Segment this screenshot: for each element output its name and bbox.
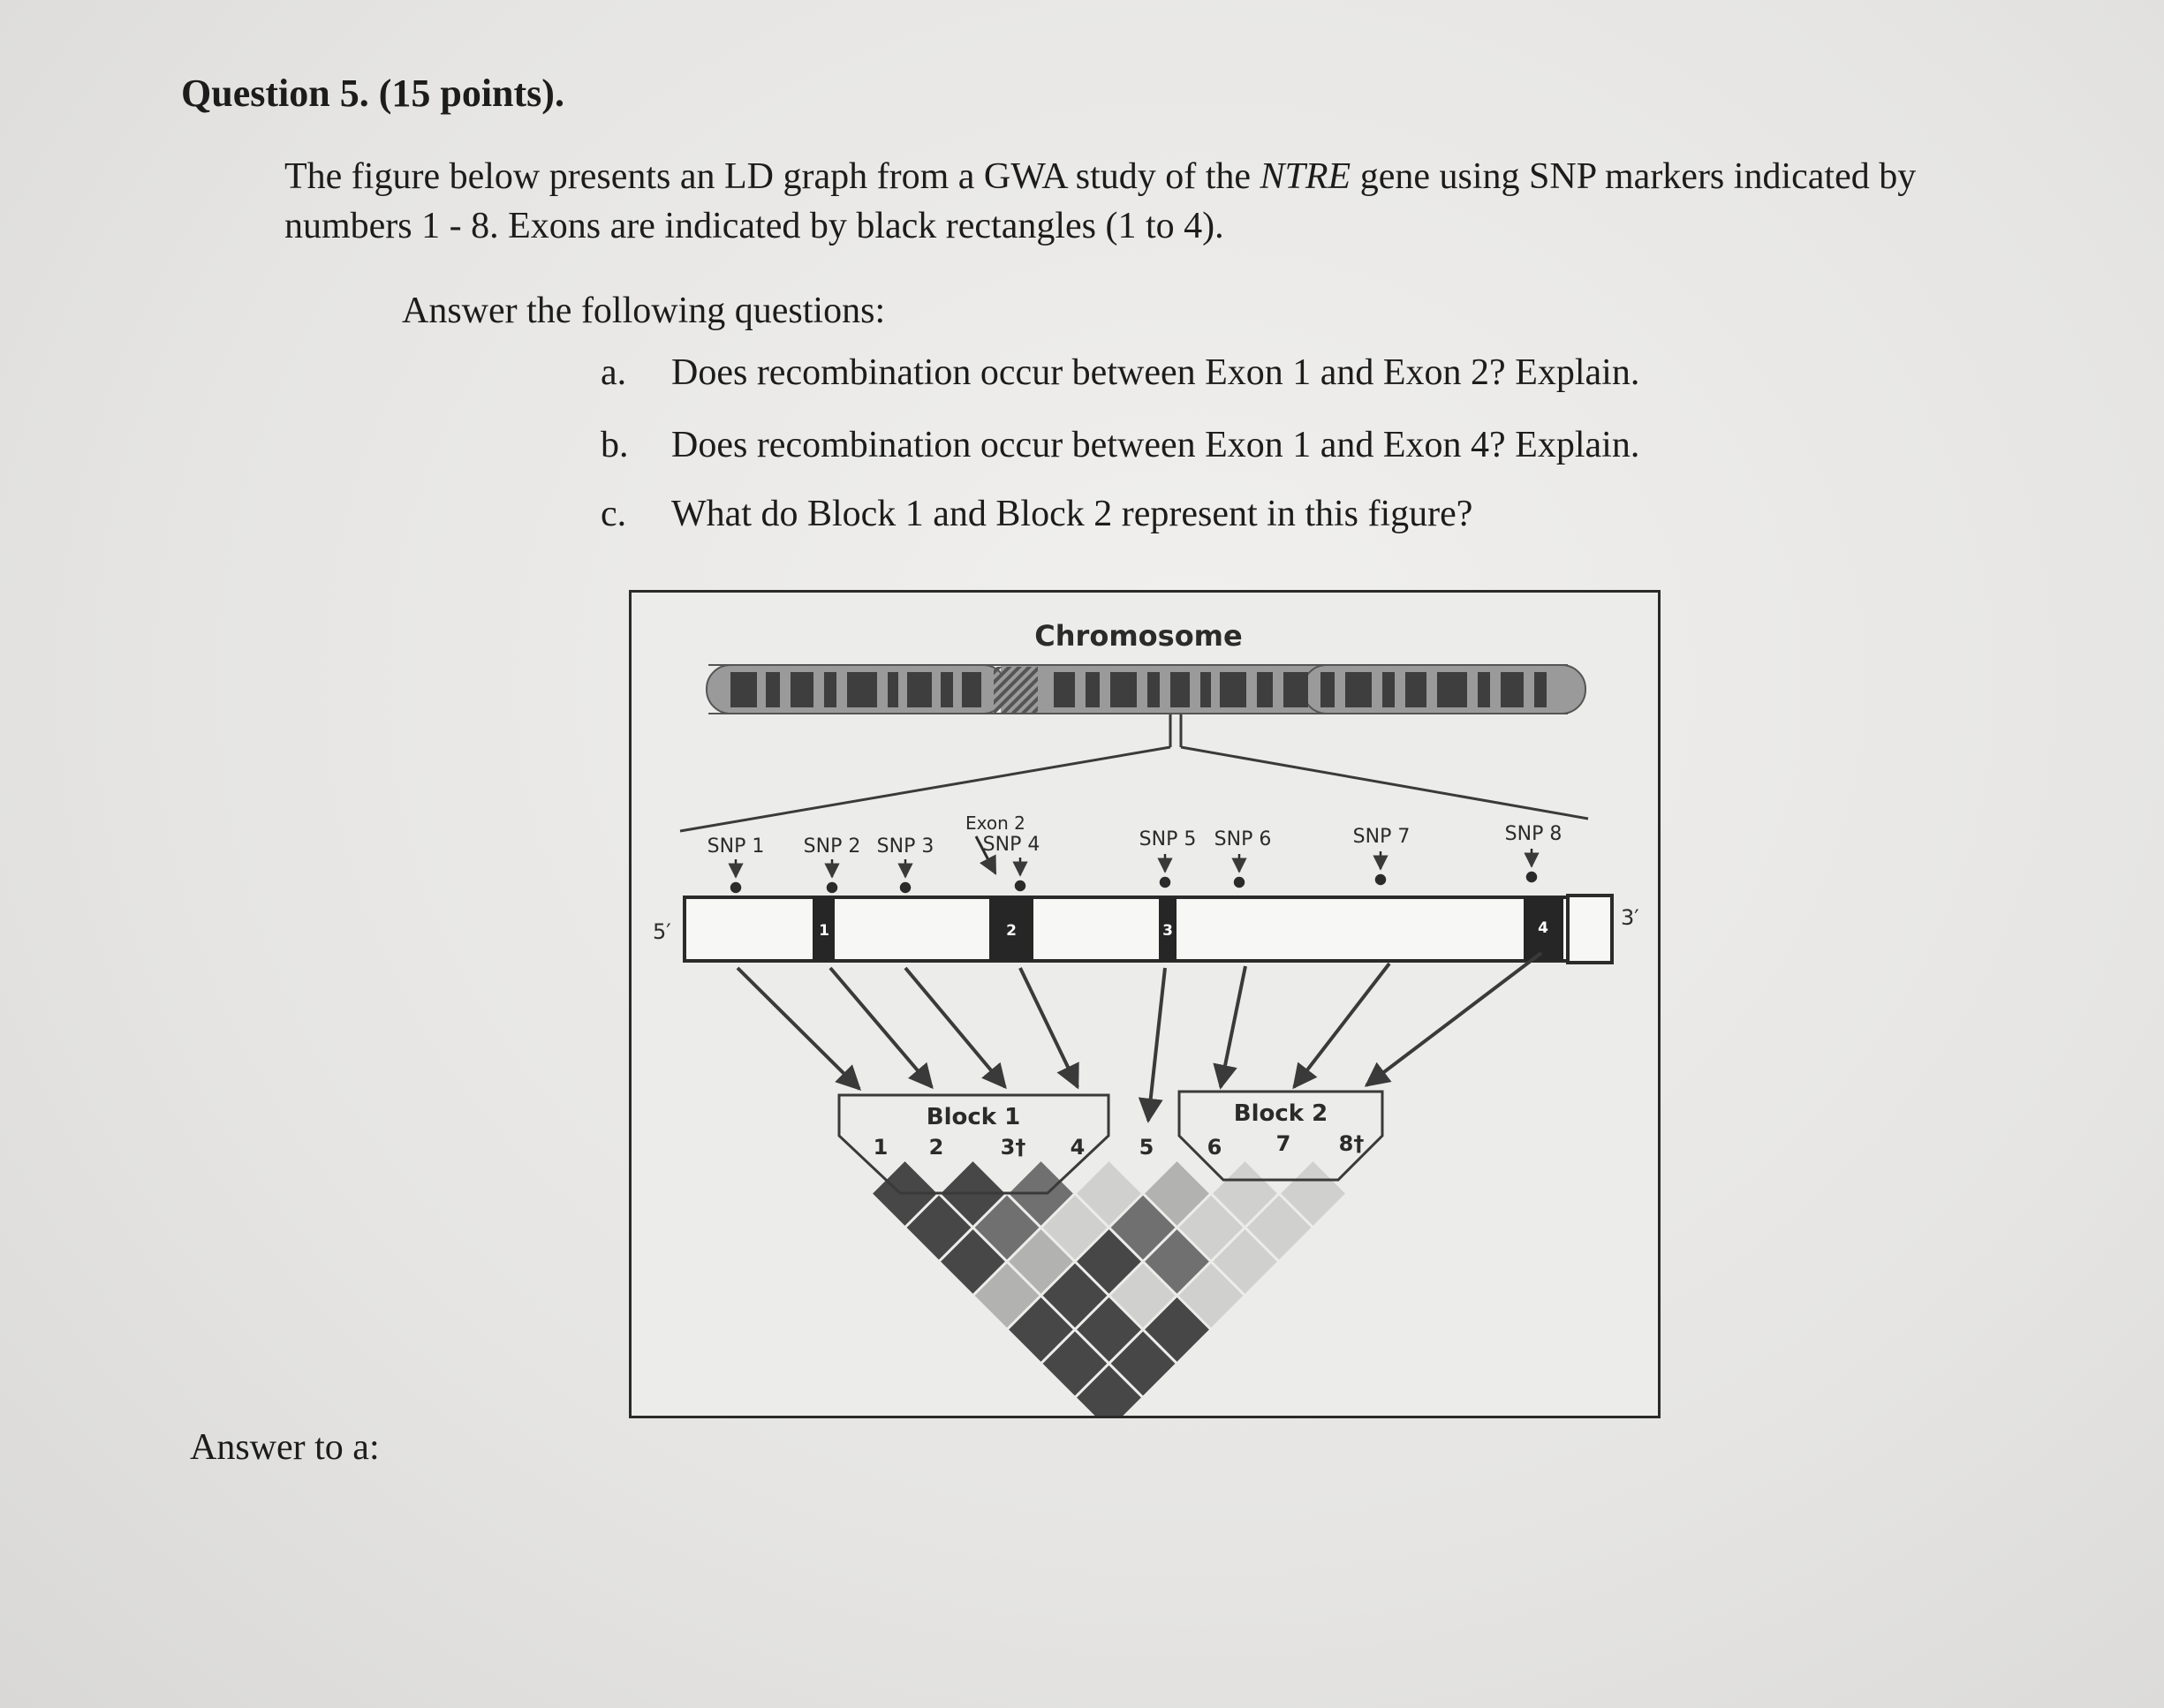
question-item-b (601, 424, 1639, 466)
question-intro (284, 152, 1998, 251)
three-prime-label: 3′ (1621, 905, 1639, 930)
snp-label-3: SNP 3 (876, 835, 934, 858)
snp-label-4: SNP 4 (982, 834, 1040, 856)
zoom-lines (680, 714, 1588, 831)
snp-label-6: SNP 6 (1214, 828, 1272, 850)
gene-name: NTRE (1260, 156, 1351, 197)
item-text: Does recombination occur between Exon 1 and Exon 4? Explain. (671, 425, 1640, 465)
ld-snp-number-1: 1 (873, 1135, 889, 1160)
answer-a-label: Answer to a: (190, 1427, 380, 1468)
block1-label: Block 1 (926, 1104, 1021, 1130)
question-title: Question 5. (15 points). (181, 72, 564, 115)
ld-snp-number-3: 3† (1000, 1135, 1026, 1160)
exon-number-4: 4 (1538, 919, 1548, 937)
item-label: c. (601, 494, 627, 534)
answer-instructions: Answer the following questions: (402, 291, 886, 331)
ld-snp-number-6: 6 (1207, 1135, 1222, 1160)
intro-text-start: The figure below presents an LD graph from a GWA study of the (284, 156, 1260, 197)
ld-figure-svg (632, 593, 1658, 1416)
chromosome-ideogram (707, 665, 1585, 714)
block2-label: Block 2 (1233, 1100, 1328, 1127)
exon-number-3: 3 (1162, 922, 1173, 940)
snp-label-7: SNP 7 (1352, 826, 1411, 848)
snp-label-2: SNP 2 (803, 835, 861, 858)
question-item-c (601, 493, 1472, 535)
exon-number-2: 2 (1006, 922, 1017, 940)
intro-text-end: gene using SNP markers indicated by numbers 1 - 8. Exons are indicated by black rectangles (1 to 4). (284, 156, 1917, 246)
ld-matrix (871, 1160, 1347, 1416)
item-label: a. (601, 352, 627, 393)
ld-snp-number-5: 5 (1139, 1135, 1154, 1160)
question-item-a (601, 351, 1639, 394)
item-text: What do Block 1 and Block 2 represent in this figure? (671, 494, 1473, 534)
snp-label-1: SNP 1 (707, 835, 765, 858)
item-label: b. (601, 425, 629, 465)
snp-label-5: SNP 5 (1139, 828, 1197, 850)
ld-snp-number-8: 8† (1338, 1131, 1365, 1156)
ld-snp-number-7: 7 (1275, 1131, 1291, 1156)
exon2-label: Exon 2 (965, 812, 1025, 834)
five-prime-label: 5′ (653, 919, 671, 944)
ld-snp-number-2: 2 (928, 1135, 944, 1160)
snp-label-8: SNP 8 (1504, 823, 1562, 845)
exon-number-1: 1 (819, 922, 829, 940)
chromosome-label: Chromosome (1034, 619, 1243, 653)
ld-snp-number-4: 4 (1070, 1135, 1086, 1160)
item-text: Does recombination occur between Exon 1 and Exon 2? Explain. (671, 352, 1640, 393)
ld-figure (629, 590, 1661, 1418)
